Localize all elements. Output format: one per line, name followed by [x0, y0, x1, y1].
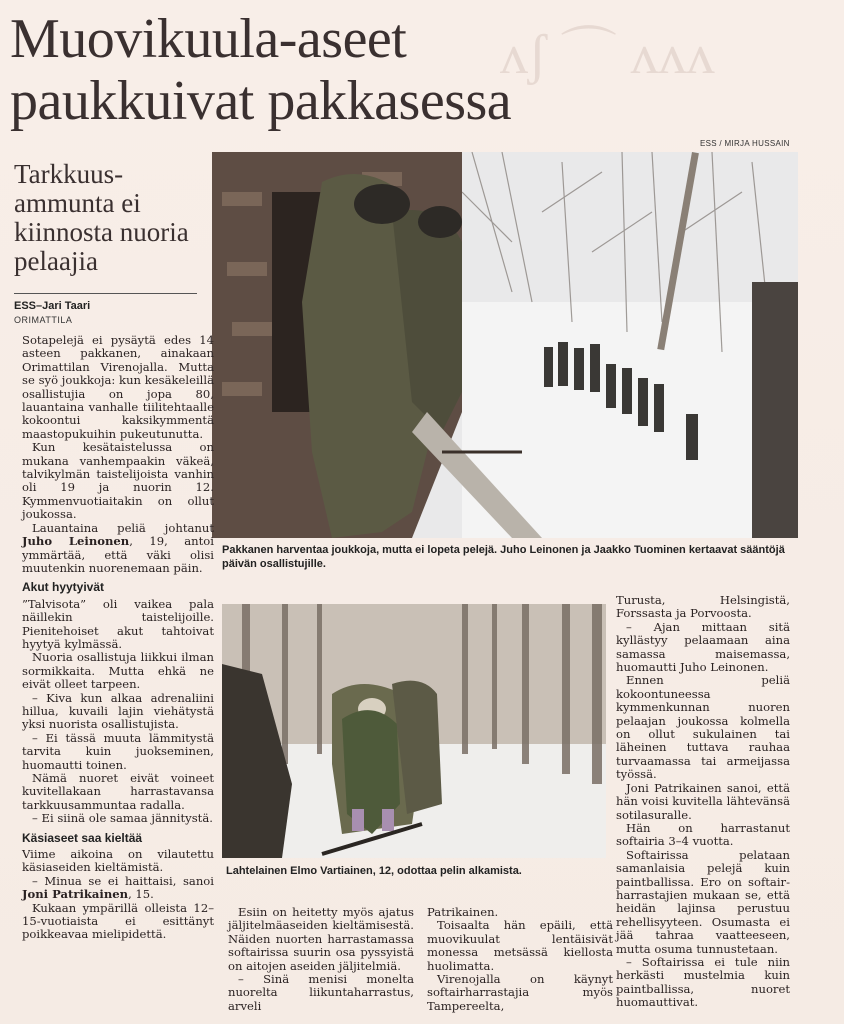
- photo-players-snow: [212, 152, 798, 538]
- paragraph: Nämä nuoret eivät voineet kuvitellakaan harrastavansa tarkkuusammuntaa radalla.: [22, 771, 214, 812]
- headline-line-1: Muovikuula-aseet: [10, 8, 407, 70]
- text-span: – Minua se ei haittaisi, sanoi: [32, 873, 214, 888]
- article-column-3: [427, 906, 613, 1013]
- person-name: Juho Leinonen: [22, 534, 130, 549]
- text-span: Lauantaina peliä johtanut: [32, 520, 214, 535]
- photo-credit: ESS / MIRJA HUSSAIN: [700, 139, 790, 148]
- article-column-2: [228, 906, 414, 1013]
- paragraph: Ennen peliä kokoontuneessa kymmenkunnan nuoren pelaajan joukossa kolmella on ollut sukulainen tai läheinen tuttava rauhaa turvaamassa tai armeijassa työssä.: [616, 673, 790, 782]
- paragraph: Nuoria osallistuja liikkui ilman sormikkaita. Mutta ehkä ne eivät olleet tarpeen.: [22, 650, 214, 692]
- paragraph: – Softairissa ei tule niin herkästi mustelmia kuin paintballissa, nuoret huomauttivat.: [616, 954, 790, 1010]
- section-heading: Käsiaseet saa kieltää: [22, 830, 143, 845]
- paragraph: Kukaan ympärillä olleista 12–15-vuotiaista ei esittänyt poikkeavaa mielipidettä.: [22, 900, 214, 942]
- paragraph: ”Talvisota” oli vaikea pala näillekin taistelijoille. Pienitehoiset akut tahtoivat hyytyä kylmässä.: [22, 596, 214, 651]
- photo-2-illustration: [222, 604, 606, 858]
- byline: ESS–Jari Taari: [14, 300, 91, 312]
- photo-2-caption: Lahtelainen Elmo Vartiainen, 12, odottaa pelin alkamista.: [226, 865, 522, 877]
- headline-line-2: paukkuivat pakkasessa: [10, 70, 512, 132]
- paragraph: – Ajan mittaan sitä kyllästyy pelaamaan aina samassa maisemassa, huomautti Juho Leinonen.: [616, 619, 790, 675]
- paragraph: – Ei siinä ole samaa jännitystä.: [32, 811, 213, 826]
- subheading: Tarkkuus-ammunta ei kiinnosta nuoria pelaajia: [14, 159, 189, 276]
- dateline: ORIMATTILA: [14, 315, 73, 325]
- photo-1-caption: Pakkanen harventaa joukkoja, mutta ei lopeta pelejä. Juho Leinonen ja Jaakko Tuominen kertaavat sääntöjä päivän osallistujille.: [222, 544, 785, 570]
- paragraph: Softairissa pelataan samanlaisia pelejä kuin paintballissa. Ero on softair-harrastajien mukaan se, että heidän lajinsa perustuu rehellisyyteen. Osumasta ei jää tahraa vaatteeseen, mutta osuma tunnustetaan.: [616, 847, 790, 956]
- paragraph: Turusta, Helsingistä, Forssasta ja Porvoosta.: [616, 593, 790, 621]
- paragraph: Toisaalta hän epäili, että muovikuulat lentäisivät monessa metsässä kiellosta huolimatta.: [427, 918, 613, 973]
- article-column-1: [22, 334, 214, 942]
- photo-young-player-forest: [222, 604, 606, 858]
- text-span: , 15.: [128, 887, 154, 902]
- paragraph: – Sinä menisi monelta nuorelta liikuntaharrastus, arveli: [228, 972, 414, 1013]
- paragraph: – Ei tässä muuta lämmitystä tarvita kuin juokseminen, huomautti toinen.: [22, 730, 214, 772]
- paragraph: Hän on harrastanut softairia 3–4 vuotta.: [616, 820, 790, 849]
- section-heading: Akut hyytyivät: [22, 580, 105, 595]
- paragraph: Kun kesätaistelussa on mukana vanhempaakin väkeä, talvikylmän taistelijoista vanhin oli 19 ja nuorin 12. Kymmenvuotiaitakin on ollut joukossa.: [22, 440, 214, 522]
- faded-bleedthrough-headline: ʌʃ ⌒ ʌʌʌ: [500, 24, 715, 86]
- paragraph: [22, 875, 214, 902]
- byline-divider: [14, 293, 197, 294]
- paragraph: – Kiva kun alkaa adrenaliini hillua, kuvaili lajin viehätystä yksi nuorista osallistujista.: [22, 690, 214, 732]
- person-name: Joni Patrikainen: [22, 887, 129, 902]
- paragraph: [22, 522, 214, 576]
- paragraph: Virenojalla on käynyt softairharrastajia myös Tampereelta,: [427, 972, 613, 1013]
- headline: [10, 8, 650, 132]
- paragraph: Patrikainen.: [427, 905, 499, 919]
- article-column-4: [616, 594, 790, 1010]
- paragraph: Esiin on heitetty myös ajatus jäljitelmäaseiden kieltämisestä. Näiden nuorten harrastamassa softairissa suurin osa pyssyistä on aitojen aseiden jäljitelmiä.: [228, 905, 414, 973]
- paragraph: Viime aikoina on vilautettu käsiaseiden kieltämistä.: [22, 847, 214, 875]
- paragraph: Joni Patrikainen sanoi, että hän voisi kuvitella lähtevänsä sotilasuralle.: [616, 780, 790, 822]
- photo-1-illustration: [212, 152, 798, 538]
- text-span: , 19, antoi ymmärtää, että väki olisi muutenkin nuorenemaan päin.: [22, 534, 214, 575]
- paragraph: Sotapelejä ei pysäytä edes 14 asteen pakkanen, ainakaan Orimattilan Virenojalla. Mutta se syö joukkoja: kun kesäkeleillä osallistujia on jopa 80, lauantaina vanhalle tiilitehtaalle kokoontui kaksikymmentä maastopukuihin pukeutunutta.: [22, 333, 214, 441]
